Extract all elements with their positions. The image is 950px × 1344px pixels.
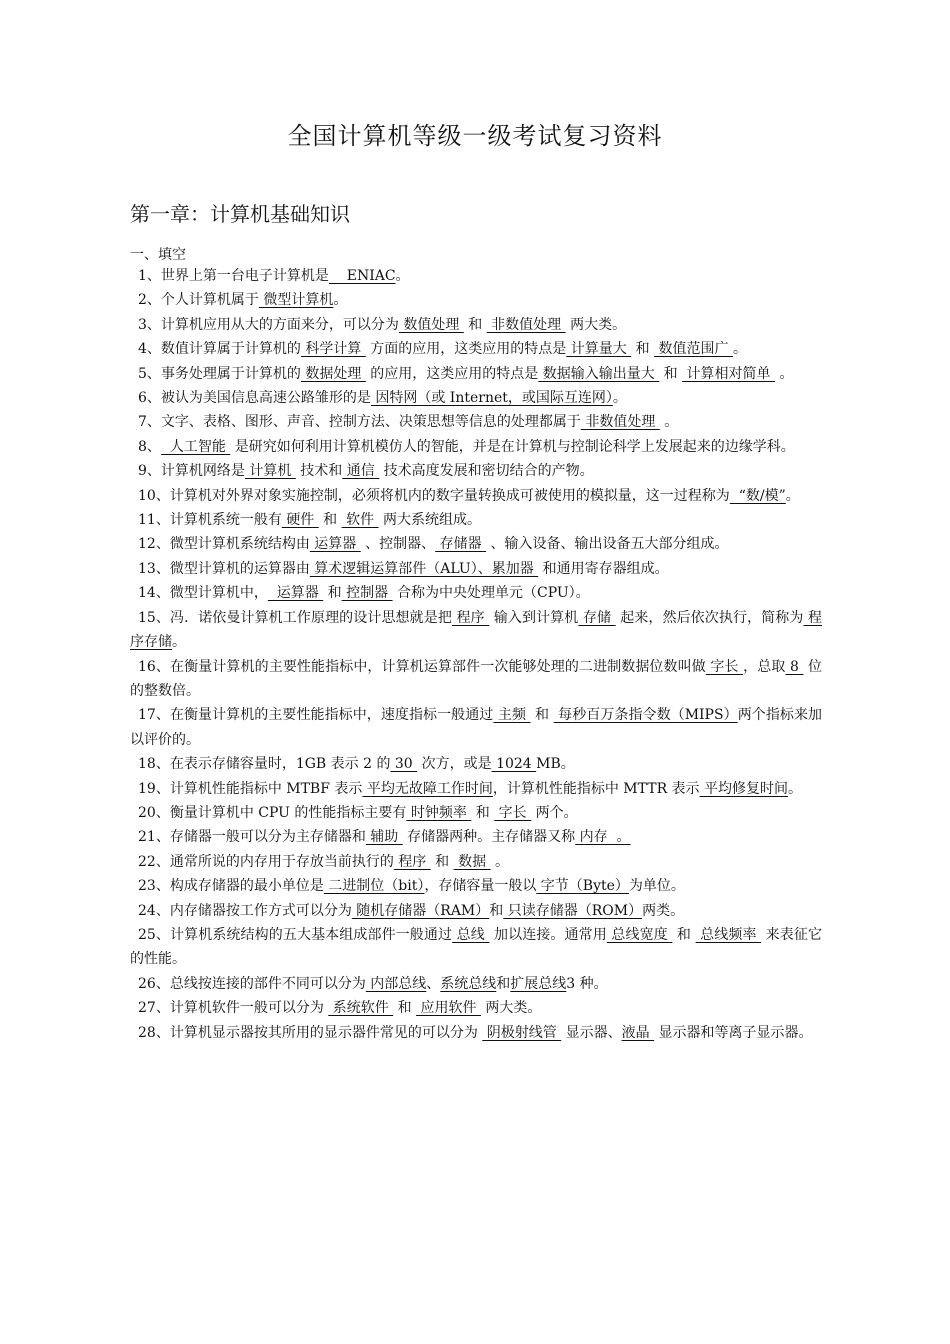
question-text: 。 bbox=[775, 365, 794, 382]
answer-blank: 非数值处理 bbox=[580, 414, 660, 431]
question-text: 的应用，这类应用的特点是 bbox=[365, 365, 539, 382]
question-text: 来表征它的性能。 bbox=[130, 926, 822, 968]
question-text: 、 bbox=[426, 975, 441, 992]
answer-blank: 时钟频率 bbox=[406, 804, 472, 821]
question-text: 技术和 bbox=[295, 463, 343, 480]
question-item bbox=[130, 874, 822, 898]
question-text: 和 bbox=[430, 853, 454, 870]
question-text: 和 bbox=[471, 804, 495, 821]
question-item bbox=[130, 972, 822, 996]
question-text: 16、在衡量计算机的主要性能指标中，计算机运算部件一次能够处理的二进制数据位数叫做 bbox=[138, 658, 706, 675]
question-item bbox=[130, 777, 822, 801]
answer-blank: 扩展总线 bbox=[510, 975, 567, 992]
question-item bbox=[130, 410, 822, 434]
question-item bbox=[130, 508, 822, 532]
question-text: 、控制器、 bbox=[360, 536, 436, 553]
question-text: 。 bbox=[788, 780, 803, 797]
question-text: 起来，然后依次执行，简称为 bbox=[615, 609, 804, 626]
answer-blank: 程序存储 bbox=[130, 609, 822, 651]
question-text: 26、总线按连接的部件不同可以分为 bbox=[138, 975, 366, 992]
question-item bbox=[130, 606, 822, 655]
answer-blank: 运算器 bbox=[309, 536, 361, 553]
question-text: ，总取 bbox=[743, 658, 786, 675]
question-text: 10、计算机对外界对象实施控制，必须将机内的数字量转换成可被使用的模拟量，这一过程称为 bbox=[138, 487, 730, 504]
answer-blank: 因特网（或 Internet，或国际互连网） bbox=[370, 390, 613, 407]
question-item bbox=[130, 484, 822, 508]
question-text: 和 bbox=[489, 902, 504, 919]
answer-blank: 计算机 bbox=[244, 463, 296, 480]
answer-blank: 二进制位（bit） bbox=[323, 878, 425, 895]
answer-blank: 软件 bbox=[341, 512, 379, 529]
answer-blank: 存储 bbox=[578, 609, 616, 626]
answer-blank: “数/模” bbox=[729, 487, 786, 504]
question-text: ，存储容量一般以 bbox=[424, 878, 537, 895]
question-item bbox=[130, 850, 822, 874]
question-text: 14、微型计算机中， bbox=[138, 585, 268, 602]
question-text: MB。 bbox=[536, 756, 575, 773]
question-text: ，计算机性能指标中 MTTR 表示 bbox=[492, 780, 700, 797]
answer-blank: 平均无故障工作时间 bbox=[362, 780, 493, 797]
question-item bbox=[130, 264, 822, 288]
answer-blank: 数值范围广 bbox=[654, 341, 733, 358]
question-text: 。 bbox=[172, 634, 186, 651]
document-title: 全国计算机等级一级考试复习资料 bbox=[287, 122, 663, 150]
question-item bbox=[130, 288, 822, 312]
answer-blank: 通信 bbox=[342, 463, 380, 480]
question-item bbox=[130, 899, 822, 923]
question-text: 和通用寄存器组成。 bbox=[538, 560, 669, 577]
question-item bbox=[130, 459, 822, 483]
answer-blank: 字长 bbox=[494, 804, 532, 821]
question-text: 7、文字、表格、图形、声音、控制方法、决策思想等信息的处理都属于 bbox=[138, 414, 581, 431]
question-text: 23、构成存储器的最小单位是 bbox=[138, 878, 324, 895]
answer-blank: 应用软件 bbox=[416, 1000, 481, 1017]
answer-blank: 字节（Byte） bbox=[536, 878, 629, 895]
question-item bbox=[130, 435, 822, 459]
answer-blank: 平均修复时间 bbox=[699, 780, 789, 797]
answer-blank: 数据处理 bbox=[300, 365, 366, 382]
question-text: 19、计算机性能指标中 MTBF 表示 bbox=[138, 780, 363, 797]
question-text: 12、微型计算机系统结构由 bbox=[138, 536, 310, 553]
question-text: 。 bbox=[659, 414, 679, 431]
answer-blank: 控制器 bbox=[341, 585, 393, 602]
question-item bbox=[130, 557, 822, 581]
question-text: 为单位。 bbox=[628, 878, 685, 895]
question-text: 显示器、 bbox=[561, 1024, 622, 1041]
answer-blank: 算术逻辑运算部件（ALU）、累加器 bbox=[309, 560, 539, 577]
question-text: 。 bbox=[490, 853, 509, 870]
question-text: 5、事务处理属于计算机的 bbox=[138, 365, 301, 382]
question-item bbox=[130, 996, 822, 1020]
answer-blank: 8 bbox=[785, 658, 804, 675]
question-text: 、输入设备、输出设备五大部分组成。 bbox=[486, 536, 729, 553]
question-item bbox=[130, 337, 822, 361]
answer-blank: 总线频率 bbox=[695, 926, 762, 943]
answer-blank: 程序 bbox=[393, 853, 431, 870]
question-text: 方面的应用，这类应用的特点是 bbox=[365, 341, 567, 358]
answer-blank: 计算相对简单 bbox=[682, 365, 775, 382]
answer-blank: 随机存储器（RAM） bbox=[351, 902, 490, 919]
answer-blank: 数据 bbox=[453, 853, 491, 870]
question-text: 6、被认为美国信息高速公路雏形的是 bbox=[138, 390, 371, 407]
question-text: 21、存储器一般可以分为主存储器和 bbox=[138, 829, 366, 846]
question-text: 两个指标来加以评价的。 bbox=[130, 707, 823, 748]
question-text: 1、世界上第一台电子计算机是 bbox=[138, 268, 329, 284]
question-text: 22、通常所说的内存用于存放当前执行的 bbox=[138, 853, 394, 870]
question-text: 和 bbox=[393, 1000, 417, 1017]
question-text: 2、个人计算机属于 bbox=[138, 292, 259, 309]
question-text: 。 bbox=[395, 268, 410, 284]
question-text: 3 种。 bbox=[566, 975, 608, 992]
question-text: 和 bbox=[672, 926, 696, 943]
question-text: 8、 bbox=[138, 438, 161, 455]
question-text: 加以连接。通常用 bbox=[489, 926, 607, 943]
question-text: 。 bbox=[333, 292, 348, 309]
question-text: 11、计算机系统一般有 bbox=[138, 512, 282, 529]
question-text: 输入到计算机 bbox=[489, 609, 579, 626]
question-text: 合称为中央处理单元（CPU）。 bbox=[392, 585, 590, 602]
question-text: 24、内存储器按工作方式可以分为 bbox=[138, 902, 352, 919]
answer-blank: 总线宽度 bbox=[606, 926, 673, 943]
answer-blank: 30 bbox=[390, 756, 418, 773]
section-heading: 一、填空 bbox=[130, 247, 186, 263]
question-item bbox=[130, 825, 822, 849]
question-text: 。 bbox=[785, 487, 800, 504]
answer-blank: 1024 bbox=[491, 756, 537, 773]
chapter-heading: 第一章：计算机基础知识 bbox=[130, 202, 350, 226]
question-text: 存储器两种。主存储器又称 bbox=[402, 829, 576, 846]
answer-blank: 硬件 bbox=[281, 512, 319, 529]
question-item bbox=[130, 313, 822, 337]
question-item bbox=[130, 581, 822, 605]
question-text: 是研究如何利用计算机模仿人的智能，并是在计算机与控制论科学上发展起来的边缘学科。 bbox=[230, 438, 795, 455]
question-item bbox=[130, 923, 822, 972]
question-text: 和 bbox=[659, 365, 683, 382]
question-item bbox=[130, 801, 822, 825]
answer-blank: ENIAC bbox=[328, 268, 396, 284]
answer-blank: 人工智能 bbox=[160, 438, 231, 455]
question-item bbox=[130, 362, 822, 386]
question-text: 。 bbox=[733, 341, 747, 358]
answer-blank: 数据输入输出量大 bbox=[538, 365, 660, 382]
question-item bbox=[130, 386, 822, 410]
question-text: 28、计算机显示器按其所用的显示器件常见的可以分为 bbox=[138, 1024, 483, 1041]
question-text: 。 bbox=[612, 390, 627, 407]
question-text: 和 bbox=[323, 585, 342, 602]
question-text: 和 bbox=[496, 975, 511, 992]
question-text: 3、计算机应用从大的方面来分，可以分为 bbox=[138, 316, 399, 333]
question-text: 和 bbox=[631, 341, 655, 358]
question-text: 和 bbox=[463, 316, 487, 333]
question-item bbox=[130, 532, 822, 556]
question-text: 25、计算机系统结构的五大基本组成部件一般通过 bbox=[138, 926, 453, 943]
question-text: 15、冯．诺依曼计算机工作原理的设计思想就是把 bbox=[138, 609, 452, 626]
answer-blank: 存储器 bbox=[435, 536, 487, 553]
answer-blank: 数值处理 bbox=[398, 316, 464, 333]
question-text: 次方，或是 bbox=[417, 756, 492, 773]
question-text: 9、计算机网络是 bbox=[138, 463, 245, 480]
answer-blank: 总线 bbox=[452, 926, 490, 943]
question-text: 两大类。 bbox=[480, 1000, 542, 1017]
question-text: 27、计算机软件一般可以分为 bbox=[138, 1000, 329, 1017]
answer-blank: 运算器 bbox=[267, 585, 324, 602]
question-item bbox=[130, 655, 822, 704]
answer-blank: 辅助 bbox=[365, 829, 403, 846]
answer-blank: 内部总线 bbox=[365, 975, 427, 992]
answer-blank: 每秒百万条指令数（MIPS） bbox=[553, 707, 738, 724]
answer-blank: 主频 bbox=[493, 707, 531, 724]
question-text: 4、数值计算属于计算机的 bbox=[138, 341, 301, 358]
question-text: 两大类。 bbox=[565, 316, 627, 333]
question-text: 技术高度发展和密切结合的产物。 bbox=[379, 463, 594, 480]
answer-blank: 计算量大 bbox=[566, 341, 632, 358]
question-item bbox=[130, 1021, 822, 1045]
question-list bbox=[130, 264, 822, 1045]
question-text: 和 bbox=[318, 512, 342, 529]
answer-blank: 微型计算机 bbox=[258, 292, 334, 309]
question-text: 两大系统组成。 bbox=[378, 512, 481, 529]
answer-blank: 阴极射线管 bbox=[482, 1024, 562, 1041]
answer-blank: 系统软件 bbox=[328, 1000, 394, 1017]
answer-blank: 科学计算 bbox=[300, 341, 366, 358]
question-item bbox=[130, 752, 822, 776]
question-text: 显示器和等离子显示器。 bbox=[654, 1024, 813, 1041]
answer-blank: 非数值处理 bbox=[486, 316, 566, 333]
answer-blank: 内存 。 bbox=[575, 829, 631, 846]
answer-blank: 字长 bbox=[705, 658, 744, 675]
answer-blank: 只读存储器（ROM） bbox=[503, 902, 643, 919]
question-text: 位的整数倍。 bbox=[130, 658, 823, 699]
answer-blank: 系统总线 bbox=[440, 975, 497, 992]
question-text: 20、衡量计算机中 CPU 的性能指标主要有 bbox=[138, 804, 407, 821]
question-text: 17、在衡量计算机的主要性能指标中，速度指标一般通过 bbox=[138, 707, 494, 724]
question-text: 18、在表示存储容量时，1GB 表示 2 的 bbox=[138, 756, 391, 773]
question-text: 两类。 bbox=[642, 902, 685, 919]
question-text: 两个。 bbox=[531, 804, 578, 821]
question-text: 13、微型计算机的运算器由 bbox=[138, 560, 310, 577]
question-text: 和 bbox=[530, 707, 554, 724]
answer-blank: 液晶 bbox=[621, 1024, 655, 1041]
answer-blank: 程序 bbox=[451, 609, 490, 626]
question-item bbox=[130, 703, 822, 752]
